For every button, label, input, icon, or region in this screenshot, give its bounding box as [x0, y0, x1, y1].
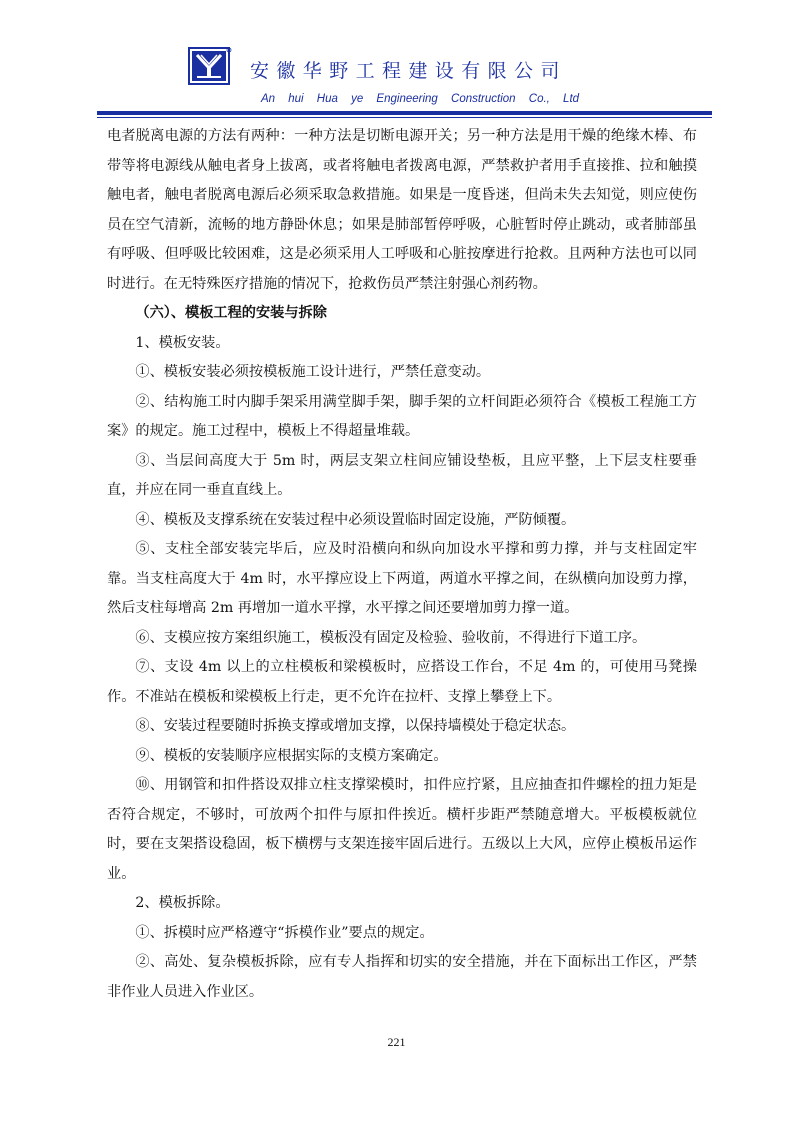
company-name-cn: 安徽华野工程建设有限公司 [250, 60, 567, 82]
paragraph: 电者脱离电源的方法有两种：一种方法是切断电源开关；另一种方法是用干燥的绝缘木棒、布带等将电源线从触电者身上拔离，或者将触电者拨离电源，严禁救护者用手直接推、拉和触摸触电者，触电者脱离电源后必须采取急救措施。如果是一度昏迷，但尚未失去知觉，则应使伤员在空气清新，流畅的地方静卧休息；如果是肺部暂停呼吸，心脏暂时停止跳动，或者肺部虽有呼吸、但呼吸比较困难，这是必须采用人工呼吸和心脏按摩进行抢救。且两种方法也可以同时进行。在无特殊医疗措施的情况下，抢救伤员严禁注射强心剂药物。 [107, 128, 697, 292]
paragraph: ③、当层间高度大于 5m 时，两层支架立柱间应铺设垫板，且应平整，上下层支柱要垂直，并应在同一垂直直线上。 [107, 452, 697, 498]
paragraph: ④、模板及支撑系统在安装过程中必须设置临时固定设施，严防倾覆。 [135, 511, 576, 528]
paragraph: ⑧、安装过程要随时拆换支撑或增加支撑，以保持墙模处于稳定状态。 [135, 718, 576, 734]
company-logo-icon [188, 47, 232, 87]
paragraph: ⑥、支模应按方案组织施工，模板没有固定及检验、验收前，不得进行下道工序。 [135, 629, 647, 646]
page-header [0, 0, 793, 120]
page-number: 221 [387, 1035, 406, 1049]
paragraph: 1、模板安装。 [135, 334, 230, 351]
paragraph: 2、模板拆除。 [135, 895, 230, 911]
company-name-en: An hui Hua ye Engineering Construction Co., Ltd [261, 93, 580, 105]
paragraph: ②、结构施工时内脚手架采用满堂脚手架，脚手架的立杆间距必须符合《模板工程施工方案》的规定。施工过程中，模板上不得超量堆载。 [107, 393, 697, 439]
paragraph: ⑤、支柱全部安装完毕后，应及时沿横向和纵向加设水平撑和剪力撑，并与支柱固定牢靠。当支柱高度大于 4m 时，水平撑应设上下两道，两道水平撑之间，在纵横向加设剪力撑，然后支柱每增高 2m 再增加一道水平撑，水平撑之间还要增加剪力撑一道。 [107, 541, 697, 616]
section-heading: （六）、模板工程的安装与拆除 [135, 305, 327, 321]
paragraph: ②、高处、复杂模板拆除，应有专人指挥和切实的安全措施，并在下面标出工作区，严禁非作业人员进入作业区。 [107, 954, 697, 1000]
document-body [107, 122, 697, 1007]
paragraph: ⑦、支设 4m 以上的立柱模板和梁模板时，应搭设工作台，不足 4m 的，可使用马凳操作。不准站在模板和梁模板上行走，更不允许在拉杆、支撑上攀登上下。 [107, 659, 697, 705]
paragraph: ⑩、用钢管和扣件搭设双排立柱支撑梁模时，扣件应拧紧，且应抽查扣件螺栓的扭力矩是否符合规定，不够时，可放两个扣件与原扣件挨近。横杆步距严禁随意增大。平板模板就位时，要在支架搭设稳固，板下横楞与支架连接牢固后进行。五级以上大风，应停止模板吊运作业。 [107, 777, 697, 882]
paragraph: ⑨、模板的安装顺序应根据实际的支模方案确定。 [135, 747, 448, 764]
header-rule-thick [97, 111, 712, 115]
paragraph: ①、拆模时应严格遵守“拆模作业”要点的规定。 [135, 924, 434, 941]
header-rule-thin [97, 117, 712, 118]
paragraph: ①、模板安装必须按模板施工设计进行，严禁任意变动。 [135, 364, 491, 380]
